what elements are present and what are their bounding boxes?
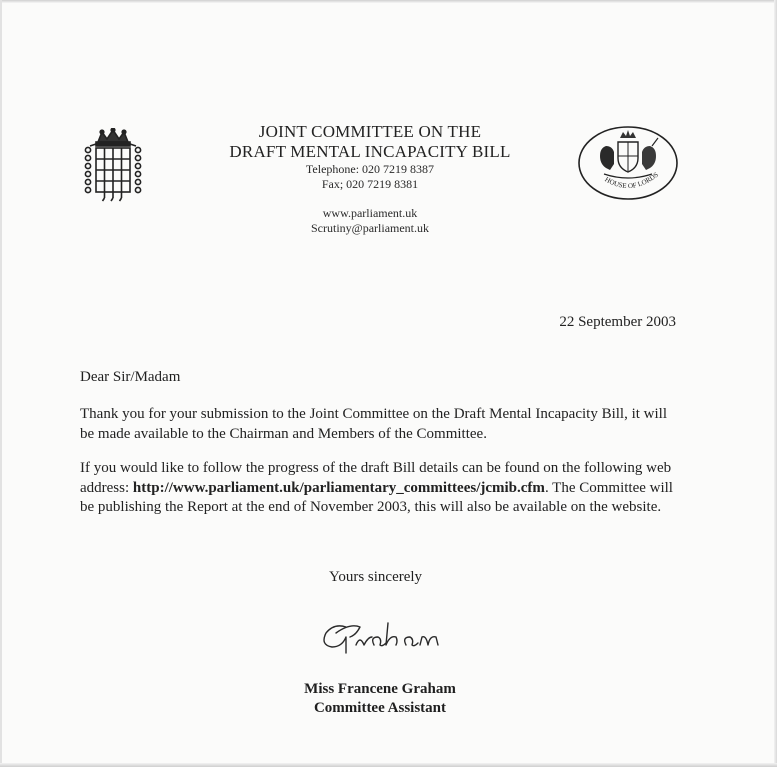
signatory-name: Miss Francene Graham: [304, 681, 456, 697]
body-paragraph-1: Thank you for your submission to the Joint Committee on the Draft Mental Incapacity Bill, it will be made available to the Chairman and Members of the Committee.: [80, 406, 667, 442]
scan-edge-bottom: [0, 763, 777, 767]
fax-number: Fax; 020 7219 8381: [321, 177, 419, 191]
paragraph-2-outro: . The Committee will be publishing the Report at the end of November 2003, this will also be available on the website.: [80, 479, 673, 515]
salutation: Dear Sir/Madam: [80, 369, 181, 385]
telephone-number: Telephone: 020 7219 8387: [305, 162, 435, 176]
scan-edge-top: [0, 0, 777, 3]
signatory-title: Committee Assistant: [313, 700, 447, 716]
committee-title-line2: DRAFT MENTAL INCAPACITY BILL: [229, 142, 511, 161]
committee-title-line1: JOINT COMMITTEE ON THE: [258, 122, 482, 141]
portcullis-icon: [80, 128, 146, 202]
body-paragraph-2: [80, 459, 680, 518]
email-address: Scrutiny@parliament.uk: [310, 221, 430, 235]
letterhead: [200, 122, 540, 236]
scan-edge-left: [0, 0, 2, 767]
letter-date: 22 September 2003: [559, 314, 676, 330]
website-address: www.parliament.uk: [322, 206, 418, 220]
handwritten-signature: [316, 615, 456, 661]
svg-text:HOUSE OF LORDS: [603, 171, 660, 190]
closing-phrase: Yours sincerely: [329, 569, 423, 585]
signature-block: [200, 680, 560, 718]
seal-text: HOUSE OF LORDS: [603, 170, 660, 191]
committee-web-link: http://www.parliament.uk/parliamentary_committees/jcmib.cfm: [132, 479, 545, 496]
house-of-lords-seal-icon: [576, 124, 680, 202]
paragraph-2-intro: If you would like to follow the progress of the draft Bill details can be found on the following web address:: [80, 460, 672, 496]
